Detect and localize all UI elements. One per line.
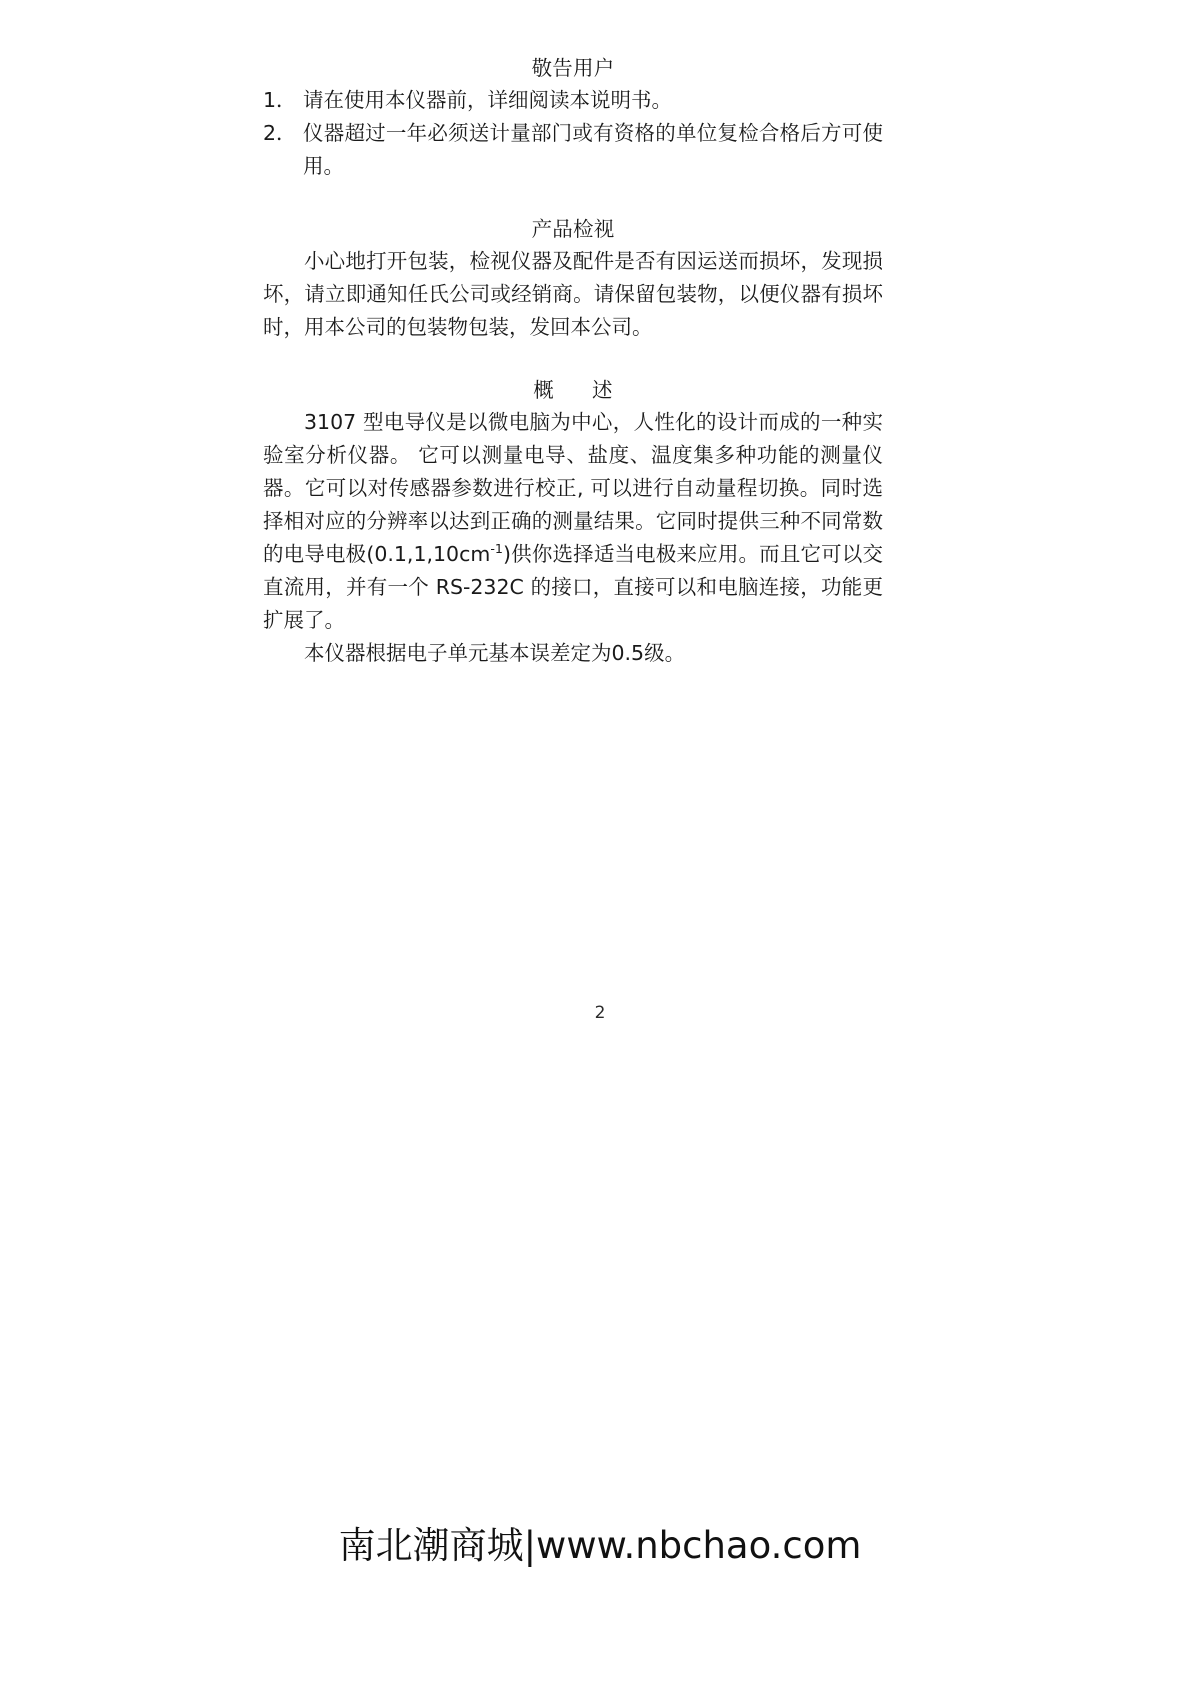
section-heading-overview	[263, 374, 883, 406]
list-item-text: 仪器超过一年必须送计量部门或有资格的单位复检合格后方可使用。	[303, 121, 883, 178]
superscript-exponent: -1	[490, 541, 504, 557]
section-spacer	[263, 183, 883, 213]
heading-overview-part2: 述	[592, 378, 613, 402]
overview-text-before-superscript: 3107 型电导仪是以微电脑为中心，人性化的设计而成的一种实验室分析仪器。 它可以测量电导、盐度、温度集多种功能的测量仪器。它可以对传感器参数进行校正, 可以进行自动量程切换。同时选择相对应的分辨率以达到正确的测量结果。它同时提供三种不同常数的电导电极(0.1,1,10cm	[263, 410, 883, 566]
notice-list	[263, 84, 883, 183]
list-item-marker: 2．	[263, 121, 297, 145]
list-item	[263, 84, 883, 117]
list-item	[263, 117, 883, 183]
section-heading-notice: 敬告用户	[531, 56, 615, 80]
page-number: 2	[594, 1003, 606, 1023]
list-item-marker: 1．	[263, 88, 297, 112]
list-item-text: 请在使用本仪器前，详细阅读本说明书。	[303, 88, 672, 112]
heading-overview-part1: 概	[533, 378, 554, 402]
overview-paragraph	[263, 406, 883, 637]
inspection-paragraph: 小心地打开包装，检视仪器及配件是否有因运送而损坏，发现损坏，请立即通知任氏公司或经销商。请保留包装物，以便仪器有损坏时，用本公司的包装物包装，发回本公司。	[263, 249, 883, 339]
section-spacer	[263, 344, 883, 374]
footer-watermark: 南北潮商城|www.nbchao.com	[338, 1524, 862, 1567]
accuracy-paragraph: 本仪器根据电子单元基本误差定为0.5级。	[304, 641, 686, 665]
overview-text-after-superscript: )供你选择适当电极来应用。而且它可以交直流用，并有一个 RS-232C 的接口，直接可以和电脑连接，功能更扩展了。	[263, 542, 883, 632]
document-content	[263, 52, 883, 670]
section-heading-inspection: 产品检视	[531, 217, 615, 241]
